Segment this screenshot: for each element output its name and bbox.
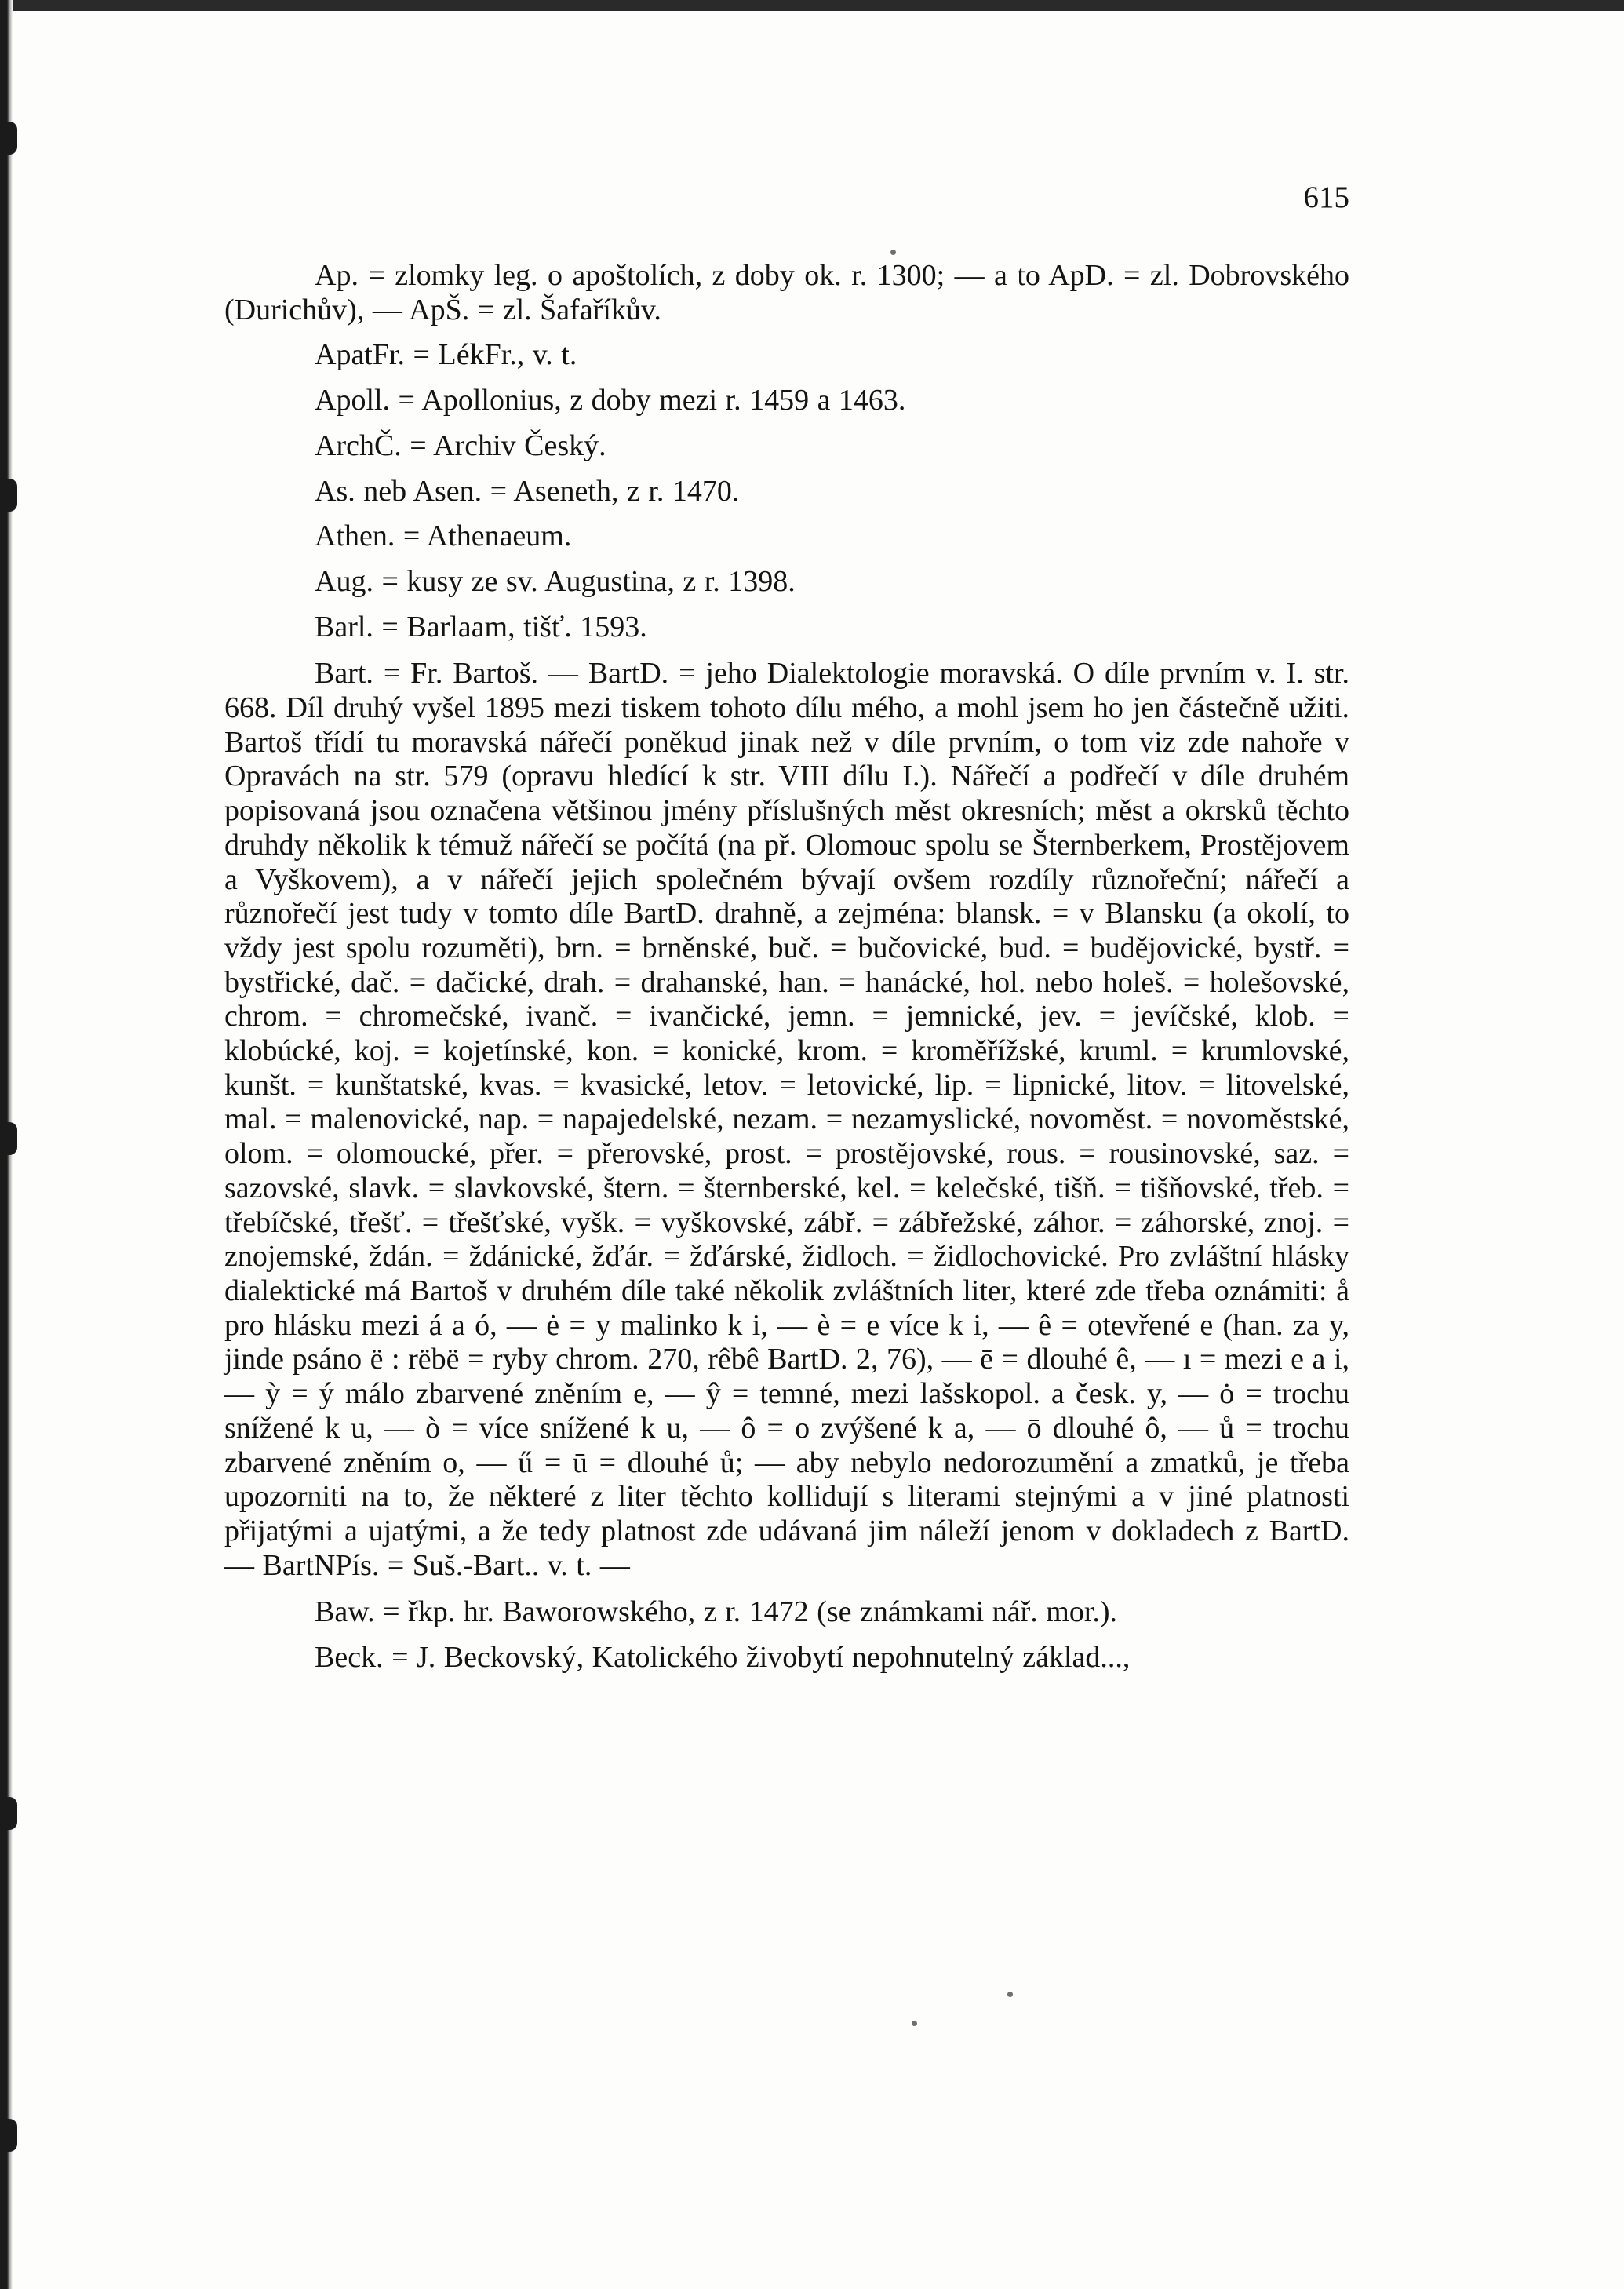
- entry-apatfr: ApatFr. = LékFr., v. t.: [315, 338, 577, 372]
- entry-athen: Athen. = Athenaeum.: [315, 519, 572, 553]
- entry-apoll: Apoll. = Apollonius, z doby mezi r. 1459 a 1463.: [315, 384, 906, 417]
- binding-mark: [3, 2119, 17, 2152]
- scan-top-edge: [0, 0, 1624, 11]
- entry-barl: Barl. = Barlaam, tišť. 1593.: [315, 610, 647, 643]
- entry-ap: Ap. = zlomky leg. o apoštolích, z doby ok. r. 1300; — a to ApD. = zl. Dobrovského (Durichův), — ApŠ. = zl. Šafaříkův.: [224, 259, 1349, 326]
- binding-mark: [3, 1122, 17, 1155]
- page-number: 615: [1303, 180, 1349, 214]
- binding-mark: [3, 1797, 17, 1830]
- scan-speck: [1007, 1992, 1013, 1997]
- entry-as: As. neb Asen. = Aseneth, z r. 1470.: [315, 474, 740, 508]
- abbreviation-list: [224, 259, 1349, 1675]
- binding-mark: [3, 479, 17, 512]
- scan-speck: [890, 250, 896, 255]
- entry-beck: Beck. = J. Beckovský, Katolického živobytí nepohnutelný základ...,: [315, 1641, 1131, 1675]
- entry-baw: Baw. = řkp. hr. Baworowského, z r. 1472 (se známkami nář. mor.).: [315, 1595, 1118, 1629]
- binding-mark: [3, 122, 17, 155]
- entry-aug: Aug. = kusy ze sv. Augustina, z r. 1398.: [315, 564, 796, 598]
- entry-bart: Bart. = Fr. Bartoš. — BartD. = jeho Dialektologie moravská. O díle prvním v. I. str. 668. Díl druhý vyšel 1895 mezi tiskem tohoto dílu mého, a mohl jsem ho jen částečně užiti. Bartoš třídí tu moravská nářečí poněkud jinak než v díle prvním, o tom viz zde nahoře v Opravách na str. 579 (opravu hledící k str. VIII dílu I.). Nářečí a podřečí v díle druhém popisovaná jsou označena většinou jmény příslušných měst okresních; měst a okrsků těchto druhdy několik k témuž nářečí se počítá (na př. Olomouc spolu se Šternberkem, Prostějovem a Vyškovem), a v nářečí jejich společném bývají ovšem rozdíly různořeční; nářečí a různořečí jest tudy v tomto díle BartD. drahně, a zejména: blansk. = v Blansku (a okolí, to vždy jest spolu rozuměti), brn. = brněnské, buč. = bučovické, bud. = budějovické, bystř. = bystřické, dač. = dačické, drah. = drahanské, han. = hanácké, hol. nebo holeš. = holešovské, chrom. = chromečské, ivanč. = ivančické, jemn. = jemnické, jev. = jevíčské, klob. = klobúcké, koj. = kojetínské, kon. = konické, krom. = kroměřížské, kruml. = krumlovské, kunšt. = kunštatské, kvas. = kvasické, letov. = letovické, lip. = lipnické, litov. = litovelské, mal. = malenovické, nap. = napajedelské, nezam. = nezamyslické, novoměst. = novoměstské, olom. = olomoucké, přer. = přerovské, prost. = prostějovské, rous. = rousinovské, saz. = sazovské, slavk. = slavkovské, štern. = šternberské, kel. = kelečské, tišň. = tišňovské, třeb. = třebíčské, třešť. = třešťské, vyšk. = vyškovské, zábř. = zábřežské, záhor. = záhorské, znoj. = znojemské, ždán. = ždánické, žďár. = žďárské, židloch. = židlochovické. Pro zvláštní hlásky dialektické má Bartoš v druhém díle také několik zvláštních liter, které zde třeba oznámiti: å pro hlásku mezi á a ó, — ė = y malinko k i, — è = e více k i, — ê = otevřené e (han. za y, jinde psáno ë : rëbë = ryby chrom. 270, rêbê BartD. 2, 76), — ē = dlouhé ê, — ı = mezi e a i, — ỳ = ý málo zbarvené zněním e, — ŷ = temné, mezi lašskopol. a česk. y, — ȯ = trochu snížené k u, — ò = více snížené k u, — ô = o zvýšené k a, — ō dlouhé ô, — ů = trochu zbarvené zněním o, — ű = ū = dlouhé ů; — aby nebylo nedorozumění a zmatků, je třeba upozorniti na to, že některé z liter těchto kollidují s literami stejnými a v jiné platnosti přijatými a ujatými, a že tedy platnost zde udávaná jim náleží jenom v dokladech z BartD. — BartNPís. = Suš.-Bart.. v. t. —: [224, 657, 1349, 1582]
- entry-archc: ArchČ. = Archiv Český.: [315, 428, 606, 462]
- scan-speck: [912, 2021, 917, 2026]
